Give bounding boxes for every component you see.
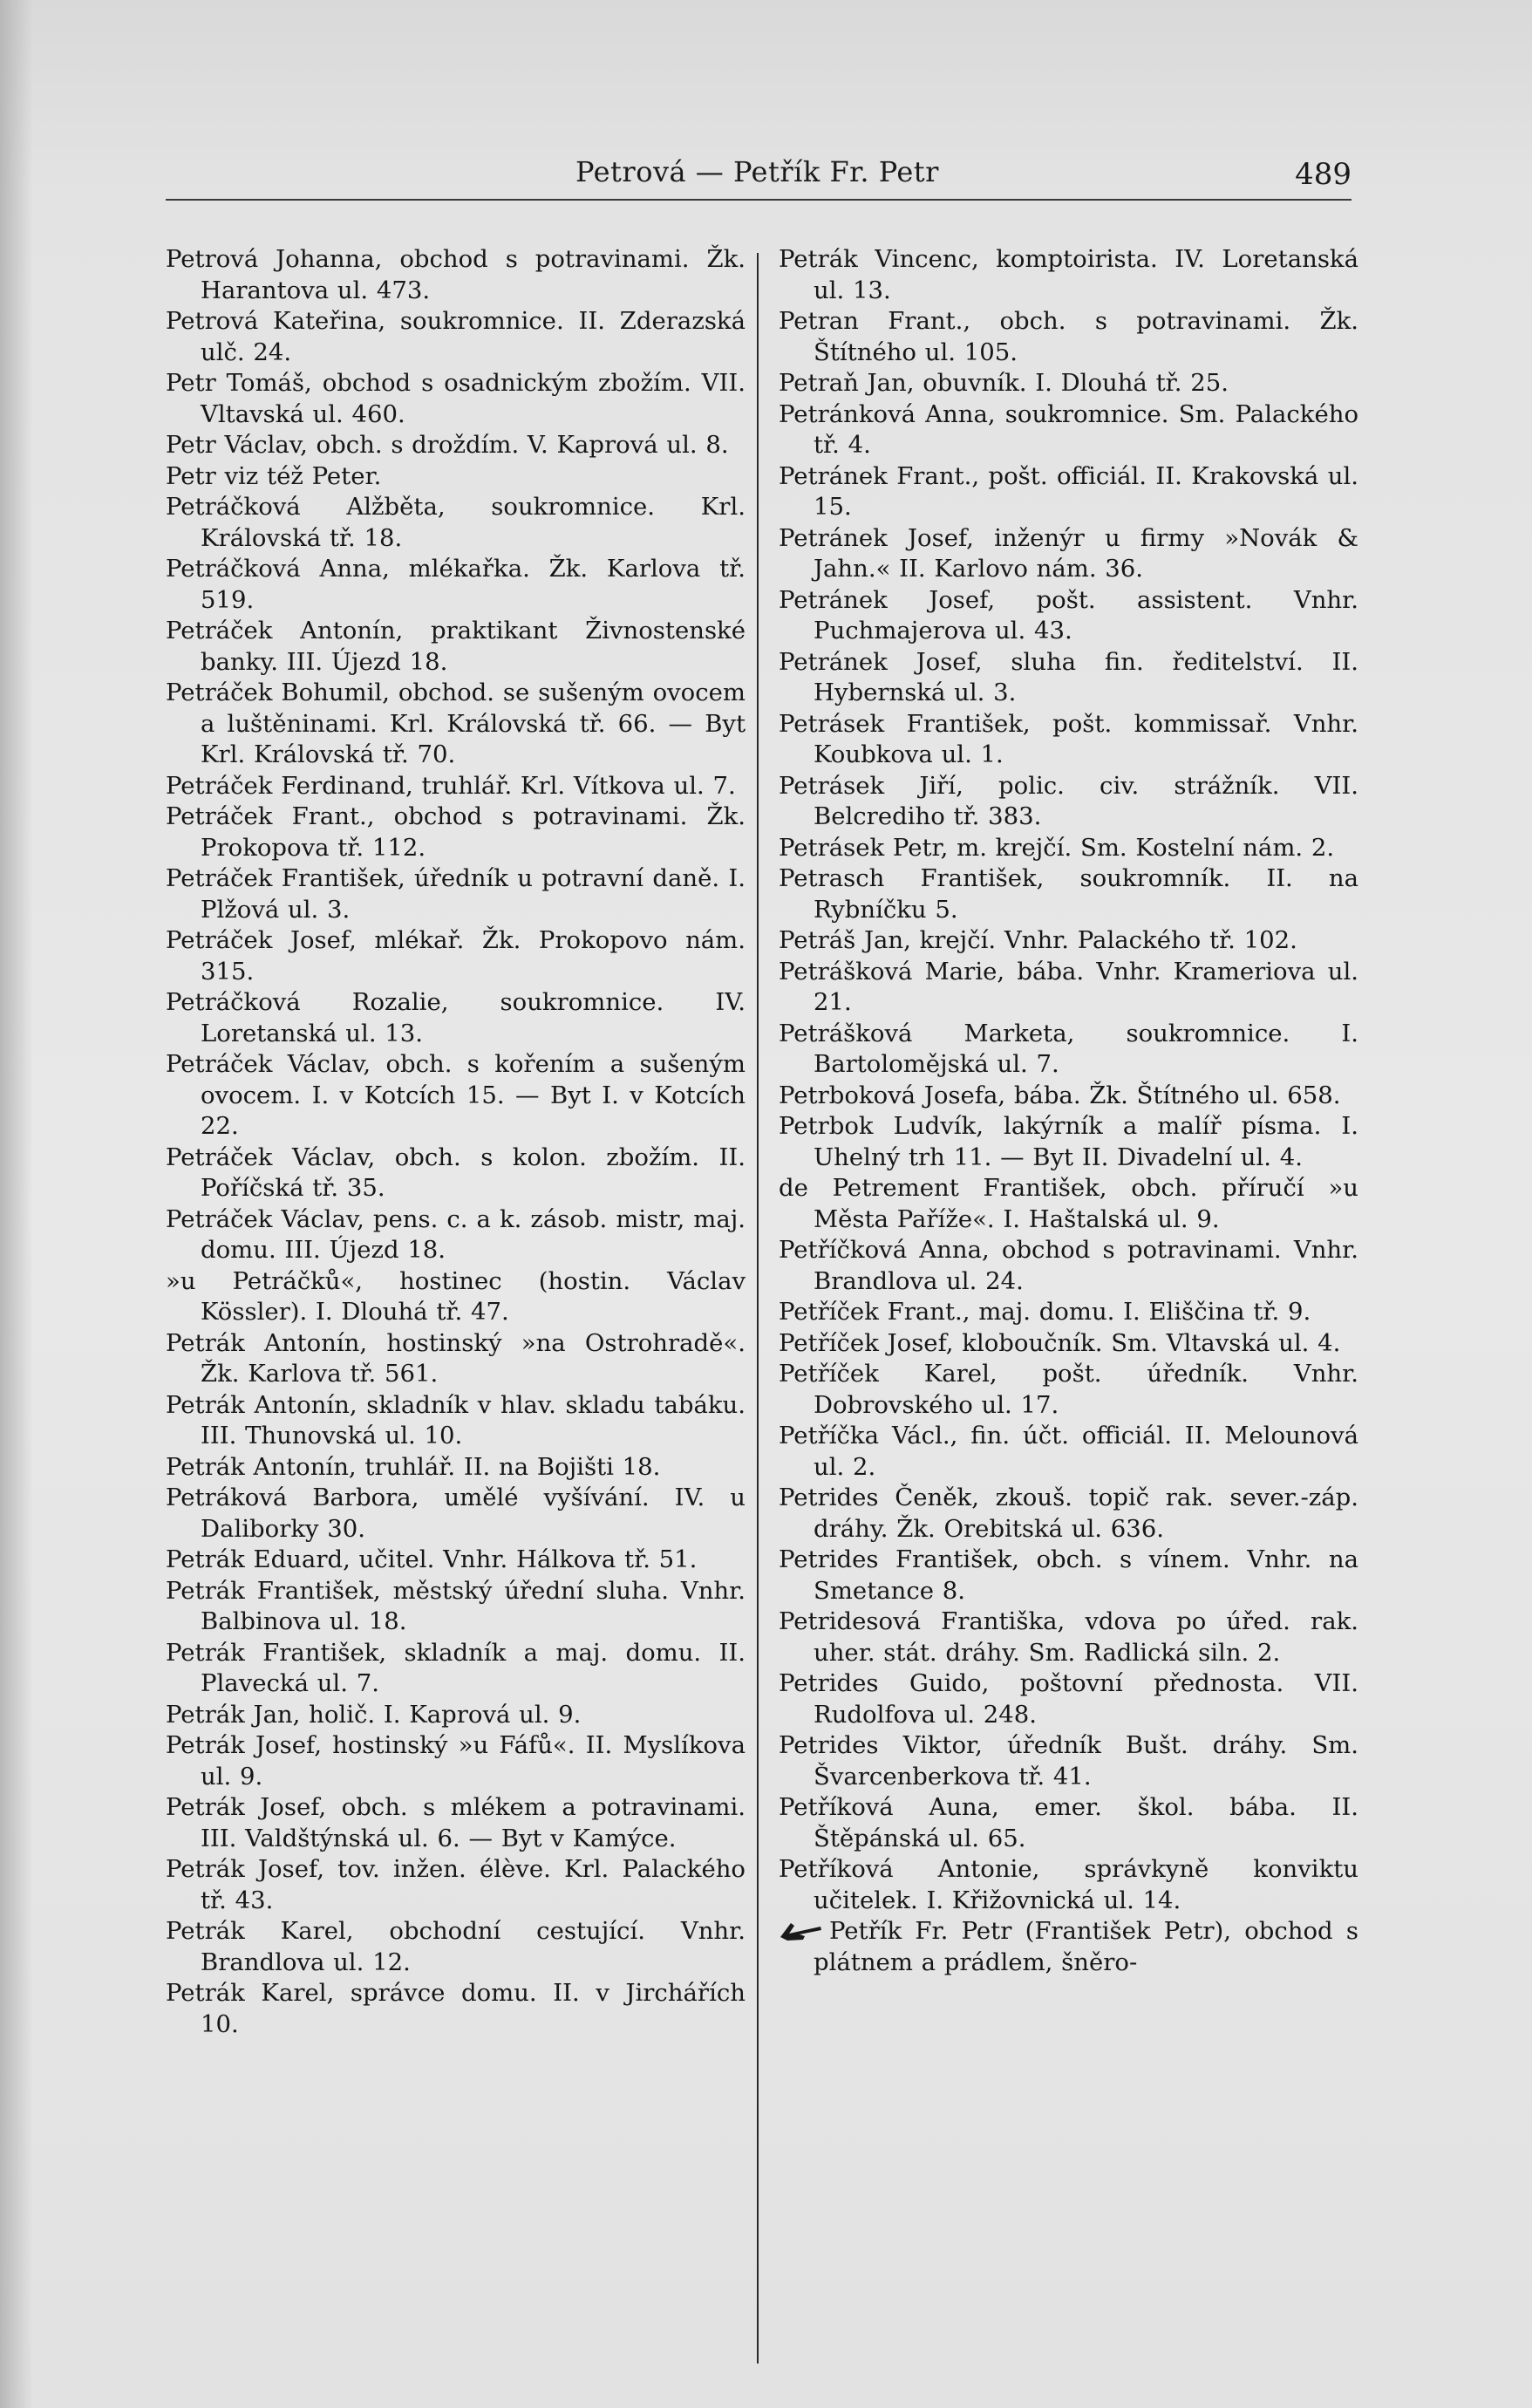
directory-entry: Petráš Jan, krejčí. Vnhr. Palackého tř. 102. — [779, 926, 1297, 954]
right-column — [779, 244, 1358, 1978]
directory-entry: Petridesová Františka, vdova po úřed. rak. uher. stát. dráhy. Sm. Radlická siln. 2. — [779, 1607, 1358, 1667]
directory-entry: Petráček Antonín, praktikant Živnostenské banky. III. Újezd 18. — [166, 617, 746, 676]
directory-entry: Petráček Bohumil, obchod. se sušeným ovocem a luštěninami. Krl. Královská tř. 66. — Byt Krl. Královská tř. 70. — [166, 679, 746, 768]
directory-entry: Petr Tomáš, obchod s osadnickým zbožím. VII. Vltavská ul. 460. — [166, 369, 746, 428]
page-header — [166, 147, 1352, 201]
directory-entry: Petříková Antonie, správkyně konviktu učitelek. I. Křižovnická ul. 14. — [779, 1855, 1358, 1914]
directory-entry: Petrák Eduard, učitel. Vnhr. Hálkova tř. 51. — [166, 1545, 698, 1573]
directory-entry: Petrásek Petr, m. krejčí. Sm. Kostelní nám. 2. — [779, 833, 1335, 862]
directory-entry: Petráček Václav, pens. c. a k. zásob. mistr, maj. domu. III. Újezd 18. — [166, 1204, 746, 1264]
directory-entry: Petraň Jan, obuvník. I. Dlouhá tř. 25. — [779, 369, 1229, 397]
directory-entry: Petrides Viktor, úředník Bušt. dráhy. Sm. Švarcenberkova tř. 41. — [779, 1731, 1358, 1791]
directory-entry: Petráček Ferdinand, truhlář. Krl. Vítkova ul. 7. — [166, 771, 736, 800]
left-column — [166, 244, 746, 2040]
directory-entry: Petrásek František, pošt. kommissař. Vnhr. Koubkova ul. 1. — [779, 709, 1358, 768]
directory-entry: Petráková Barbora, umělé vyšívání. IV. u Daliborky 30. — [166, 1484, 746, 1543]
directory-entry: Petránek Josef, inženýr u firmy »Novák & Jahn.« II. Karlovo nám. 36. — [779, 523, 1358, 583]
page-number: 489 — [1295, 157, 1352, 192]
directory-entry: Petrák Antonín, hostinský »na Ostrohradě«. Žk. Karlova tř. 561. — [166, 1328, 746, 1388]
directory-entry: de Petrement František, obch. příručí »u Města Paříže«. I. Haštalská ul. 9. — [779, 1174, 1358, 1233]
directory-entry: Petříček Frant., maj. domu. I. Eliščina tř. 9. — [779, 1298, 1311, 1326]
directory-entry: Petrák Josef, hostinský »u Fáfů«. II. Myslíkova ul. 9. — [166, 1731, 746, 1791]
directory-entry: Petrášková Marketa, soukromnice. I. Bartolomějská ul. 7. — [779, 1019, 1358, 1078]
directory-entry: Petráček František, úředník u potravní daně. I. Plžová ul. 3. — [166, 864, 746, 924]
directory-entry: Petrasch František, soukromník. II. na Rybníčku 5. — [779, 864, 1358, 924]
directory-entry: Petránek Frant., pošt. officiál. II. Krakovská ul. 15. — [779, 461, 1358, 521]
directory-entry: Petrák Josef, obch. s mlékem a potravinami. III. Valdštýnská ul. 6. — Byt v Kamýce. — [166, 1793, 746, 1852]
directory-entry: Petrášková Marie, bába. Vnhr. Krameriova ul. 21. — [779, 957, 1358, 1016]
directory-entry: Petránek Josef, sluha fin. ředitelství. II. Hybernská ul. 3. — [779, 647, 1358, 706]
directory-entry: Petříčka Václ., fin. účt. officiál. II. Melounová ul. 2. — [779, 1422, 1358, 1481]
running-head: Petrová — Petřík Fr. Petr — [575, 155, 939, 188]
pointing-hand-icon — [779, 1918, 824, 1942]
directory-entry: Petrák František, skladník a maj. domu. II. Plavecká ul. 7. — [166, 1638, 746, 1697]
column-divider — [757, 253, 759, 2364]
directory-entry: Petrides Guido, poštovní přednosta. VII. Rudolfova ul. 248. — [779, 1669, 1358, 1729]
directory-entry: Petrák Antonín, truhlář. II. na Bojišti 18. — [166, 1452, 661, 1481]
directory-entry: Petrák František, městský úřední sluha. Vnhr. Balbinova ul. 18. — [166, 1576, 746, 1635]
directory-entry: Petrák Karel, správce domu. II. v Jirchářích 10. — [166, 1979, 746, 2038]
directory-entry-featured — [779, 1916, 1358, 1978]
directory-entry: Petran Frant., obch. s potravinami. Žk. Štítného ul. 105. — [779, 307, 1358, 366]
directory-entry: Petráčková Rozalie, soukromnice. IV. Loretanská ul. 13. — [166, 988, 746, 1047]
directory-entry: Petříček Josef, kloboučník. Sm. Vltavská ul. 4. — [779, 1328, 1341, 1357]
directory-entry: Petrák Antonín, skladník v hlav. skladu tabáku. III. Thunovská ul. 10. — [166, 1390, 746, 1450]
directory-entry: Petráček Václav, obch. s kolon. zbožím. II. Poříčská tř. 35. — [166, 1143, 746, 1202]
directory-entry: Petráček Frant., obchod s potravinami. Žk. Prokopova tř. 112. — [166, 802, 746, 862]
directory-entry: Petráčková Anna, mlékařka. Žk. Karlova tř. 519. — [166, 555, 746, 614]
directory-entry: Petránková Anna, soukromnice. Sm. Palackého tř. 4. — [779, 399, 1358, 459]
featured-entry-text: Petřík Fr. Petr (František Petr), obchod s plátnem a prádlem, šněro- — [814, 1917, 1358, 1976]
directory-entry: Petrová Johanna, obchod s potravinami. Žk. Harantova ul. 473. — [166, 245, 746, 304]
directory-entry: Petříková Auna, emer. škol. bába. II. Štěpánská ul. 65. — [779, 1793, 1358, 1852]
directory-entry: Petříčková Anna, obchod s potravinami. Vnhr. Brandlova ul. 24. — [779, 1236, 1358, 1295]
directory-entry: Petrák Vincenc, komptoirista. IV. Loretanská ul. 13. — [779, 245, 1358, 304]
directory-entry: Petrák Josef, tov. inžen. élève. Krl. Palackého tř. 43. — [166, 1855, 746, 1914]
directory-entry: Petráček Václav, obch. s kořením a sušeným ovocem. I. v Kotcích 15. — Byt I. v Kotcích 22. — [166, 1050, 746, 1140]
directory-entry: Petrák Jan, holič. I. Kaprová ul. 9. — [166, 1700, 582, 1729]
directory-entry: Petráček Josef, mlékař. Žk. Prokopovo nám. 315. — [166, 926, 746, 986]
directory-entry: Petříček Karel, pošt. úředník. Vnhr. Dobrovského ul. 17. — [779, 1360, 1358, 1419]
directory-entry: Petránek Josef, pošt. assistent. Vnhr. Puchmajerova ul. 43. — [779, 585, 1358, 645]
directory-entry: Petrides František, obch. s vínem. Vnhr. na Smetance 8. — [779, 1545, 1358, 1605]
directory-entry: Petrásek Jiří, polic. civ. strážník. VII. Belcrediho tř. 383. — [779, 771, 1358, 830]
directory-entry: Petrák Karel, obchodní cestující. Vnhr. Brandlova ul. 12. — [166, 1917, 746, 1976]
directory-entry: »u Petráčků«, hostinec (hostin. Václav Kössler). I. Dlouhá tř. 47. — [166, 1266, 746, 1326]
directory-entry: Petrová Kateřina, soukromnice. II. Zderazská ulč. 24. — [166, 307, 746, 366]
directory-entry: Petráčková Alžběta, soukromnice. Krl. Královská tř. 18. — [166, 493, 746, 552]
directory-entry: Petrides Čeněk, zkouš. topič rak. sever.-záp. dráhy. Žk. Orebitská ul. 636. — [779, 1484, 1358, 1543]
directory-entry: Petr viz též Peter. — [166, 461, 382, 490]
directory-entry: Petrbok Ludvík, lakýrník a malíř písma. I. Uhelný trh 11. — Byt II. Divadelní ul. 4. — [779, 1112, 1358, 1171]
directory-entry: Petrboková Josefa, bába. Žk. Štítného ul. 658. — [779, 1081, 1341, 1109]
directory-entry: Petr Václav, obch. s droždím. V. Kaprová ul. 8. — [166, 431, 729, 459]
